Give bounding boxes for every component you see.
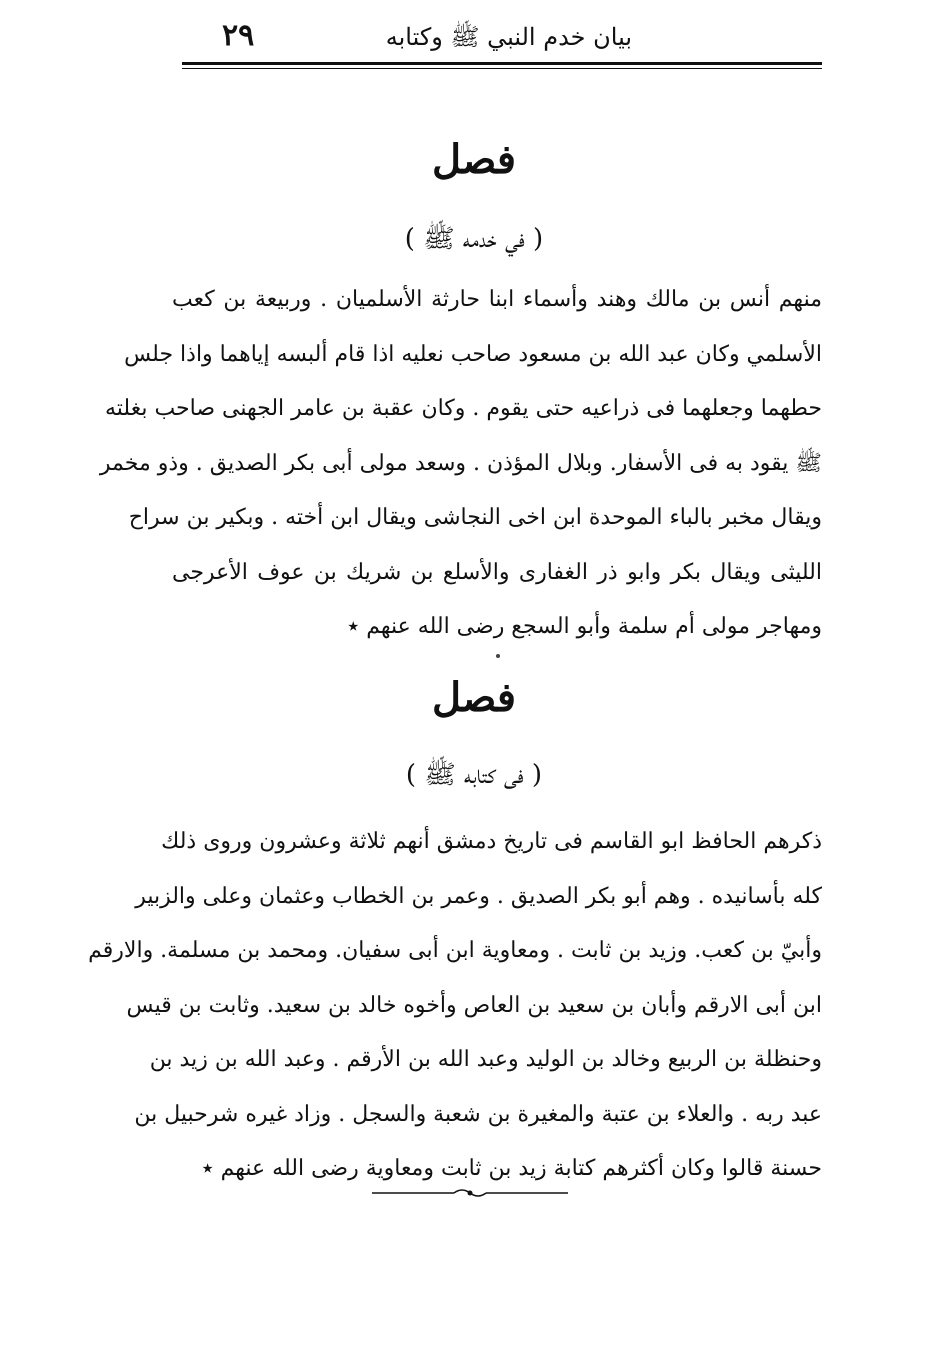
section-subheading-1: ( في خدمه ﷺ ) — [404, 224, 544, 254]
header-rule — [182, 62, 822, 65]
text-line: ابن أبى الارقم وأبان بن سعيد بن العاص وأخوه خالد بن سعيد. وثابت بن قيس — [126, 992, 822, 1018]
running-title: بيان خدم النبي ﷺ وكتابه — [385, 23, 632, 51]
text-line: منهم أنس بن مالك وهند وأسماء ابنا حارثة الأسلميان . وربيعة بن كعب — [172, 287, 822, 312]
text-line: ﷺ يقود به فى الأسفار. وبلال المؤذن . وسعد مولى أبى بكر الصديق . وذو مخمر — [99, 450, 822, 476]
page-number: ٢٩ — [222, 18, 255, 53]
text-line: حسنة قالوا وكان أكثرهم كتابة زيد بن ثابت ومعاوية رضى الله عنهم ٭ — [201, 1156, 822, 1181]
paragraph-scribes — [88, 815, 822, 1197]
text-line: ويقال مخبر بالباء الموحدة ابن اخى النجاشى ويقال ابن أخته . وبكير بن سراح — [128, 505, 822, 530]
text-line: كله بأسانيده . وهم أبو بكر الصديق . وعمر بن الخطاب وعثمان وعلى والزبير — [135, 883, 822, 909]
text-line: حطهما وجعلهما فى ذراعيه حتى يقوم . وكان عقبة بن عامر الجهنى صاحب بغلته — [105, 396, 822, 421]
paragraph-servants — [99, 273, 822, 655]
text-line: وحنظلة بن الربيع وخالد بن الوليد وعبد الله بن الأرقم . وعبد الله بن زيد بن — [149, 1047, 822, 1072]
end-ornament-icon — [372, 1186, 568, 1200]
section-heading-2: فصل — [431, 674, 517, 721]
text-line: ومهاجر مولى أم سلمة وأبو السجع رضى الله عنهم ٭ — [347, 614, 822, 639]
header-rule-thin — [182, 68, 822, 69]
text-line: وأبيّ بن كعب. وزيد بن ثابت . ومعاوية ابن أبى سفيان. ومحمد بن مسلمة. والارقم — [88, 938, 822, 963]
running-header — [182, 14, 822, 58]
section-subheading-2: ( فى كتابه ﷺ ) — [405, 760, 543, 790]
section-heading-1: فصل — [431, 136, 517, 183]
text-line: الأسلمي وكان عبد الله بن مسعود صاحب نعليه اذا قام ألبسه إياهما واذا جلس — [124, 341, 822, 367]
speck — [496, 654, 500, 658]
text-line: ذكرهم الحافظ ابو القاسم فى تاريخ دمشق أنهم ثلاثة وعشرون وروى ذلك — [161, 829, 822, 854]
text-line: الليثى ويقال بكر وابو ذر الغفارى والأسلع بن شريك بن عوف الأعرجى — [172, 559, 822, 585]
text-line: عبد ربه . والعلاء بن عتبة والمغيرة بن شعبة والسجل . وزاد غيره شرحبيل بن — [134, 1101, 822, 1127]
